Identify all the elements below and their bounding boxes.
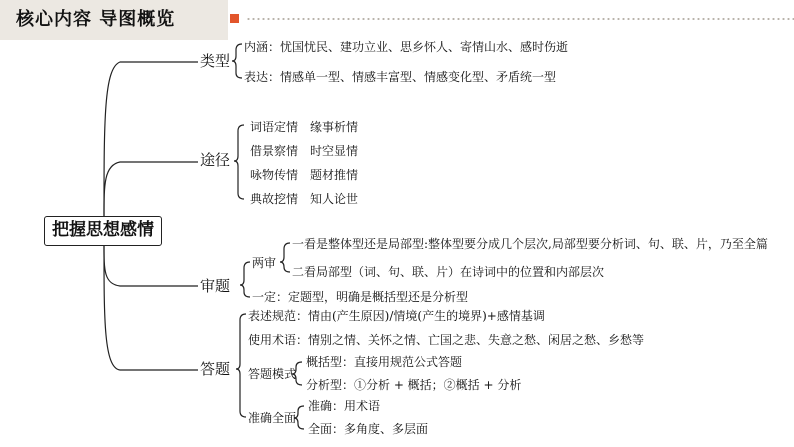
- category-dati: 答题: [200, 360, 231, 378]
- bracket-leixing: [232, 44, 242, 78]
- bracket-dati: [236, 314, 246, 417]
- shenti-liangshen: 两审: [252, 256, 277, 270]
- liangshen-item-1: 一看是整体型还是局部型:整体型要分成几个层次,局部型要分析词、句、联、片，乃至全篇: [292, 237, 768, 251]
- tujing-item-1: 词语定情 缘事析情: [250, 120, 359, 134]
- shenti-yiding: 一定：定题型，明确是概括型还是分析型: [252, 290, 469, 304]
- category-tujing: 途径: [200, 151, 231, 169]
- moshi-item-fenxi: 分析型：①分析 + 概括；②概括 + 分析: [306, 378, 522, 392]
- tujing-item-4: 典故挖情 知人论世: [250, 192, 359, 206]
- zhunque-item-zhunque: 准确：用术语: [308, 399, 381, 413]
- branch-leixing: [104, 62, 198, 216]
- zhunque-item-quanmian: 全面：多角度、多层面: [308, 422, 429, 436]
- page-title: 核心内容 导图概览: [0, 0, 228, 40]
- liangshen-item-2: 二看局部型（词、句、联、片）在诗词中的位置和内部层次: [292, 265, 605, 279]
- tujing-item-2: 借景察情 时空显情: [250, 144, 359, 158]
- category-leixing: 类型: [200, 52, 231, 70]
- branch-tujing: [104, 162, 198, 216]
- root-node: 把握思想感情: [44, 216, 162, 246]
- dati-zhunque-label: 准确全面: [248, 411, 297, 425]
- tujing-item-3: 咏物传情 题材推情: [250, 168, 359, 182]
- branch-shenti: [104, 246, 198, 286]
- dati-moshi-label: 答题模式: [248, 367, 297, 381]
- bracket-tujing: [234, 125, 244, 199]
- leixing-item-neihan: 内涵：忧国忧民、建功立业、思乡怀人、寄情山水、感时伤逝: [244, 40, 569, 54]
- moshi-item-gaikuo: 概括型：直接用规范公式答题: [306, 355, 463, 369]
- branch-dati: [104, 246, 198, 370]
- bracket-shenti: [240, 262, 250, 297]
- leixing-item-biaoda: 表达：情感单一型、情感丰富型、情感变化型、矛盾统一型: [244, 70, 557, 84]
- category-shenti: 审题: [200, 277, 231, 295]
- bracket-liangshen: [280, 243, 290, 272]
- dati-shuyu: 使用术语：情别之情、关怀之情、亡国之悲、失意之愁、闲居之愁、乡愁等: [248, 333, 645, 347]
- dati-guifan: 表述规范：情由(产生原因)/情境(产生的境界)+感情基调: [248, 309, 545, 323]
